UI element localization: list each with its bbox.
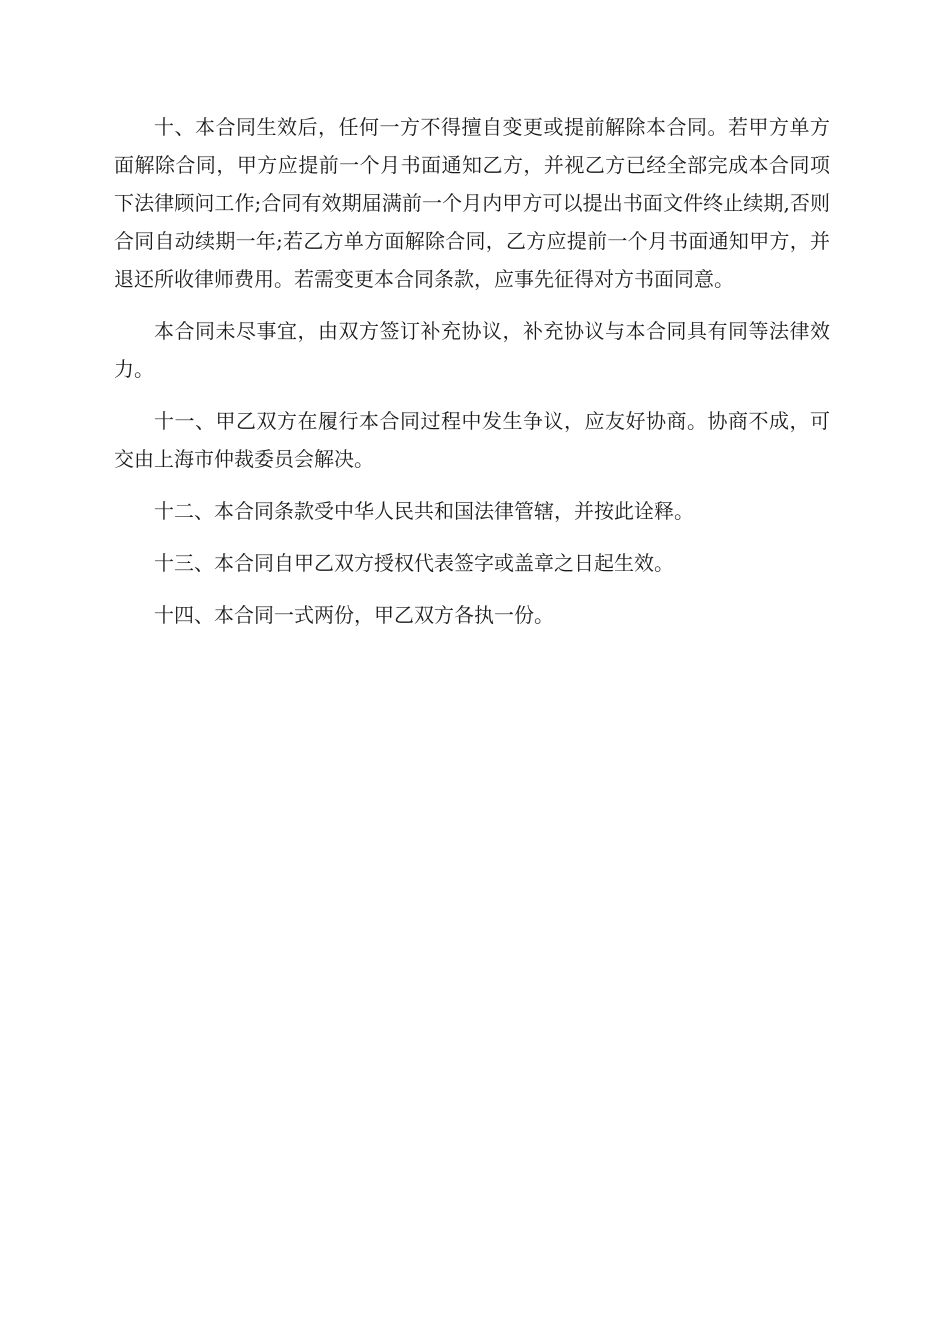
clause-14: 十四、本合同一式两份，甲乙双方各执一份。	[154, 603, 554, 627]
clause-13: 十三、本合同自甲乙双方授权代表签字或盖章之日起生效。	[154, 551, 674, 575]
clause-10: 十、本合同生效后，任何一方不得擅自变更或提前解除本合同。若甲方单方面解除合同，甲方应提前一个月书面通知乙方，并视乙方已经全部完成本合同项下法律顾问工作;合同有效期届满前一个月内甲方可以提出书面文件终止续期,否则合同自动续期一年;若乙方单方面解除合同，乙方应提前一个月书面通知甲方，并退还所收律师费用。若需变更本合同条款，应事先征得对方书面同意。	[114, 115, 830, 291]
clause-12: 十二、本合同条款受中华人民共和国法律管辖，并按此诠释。	[154, 499, 694, 523]
contract-body	[114, 108, 830, 648]
clause-11: 十一、甲乙双方在履行本合同过程中发生争议，应友好协商。协商不成，可交由上海市仲裁委员会解决。	[114, 409, 830, 471]
supplementary-clause: 本合同未尽事宜，由双方签订补充协议，补充协议与本合同具有同等法律效力。	[114, 319, 830, 381]
